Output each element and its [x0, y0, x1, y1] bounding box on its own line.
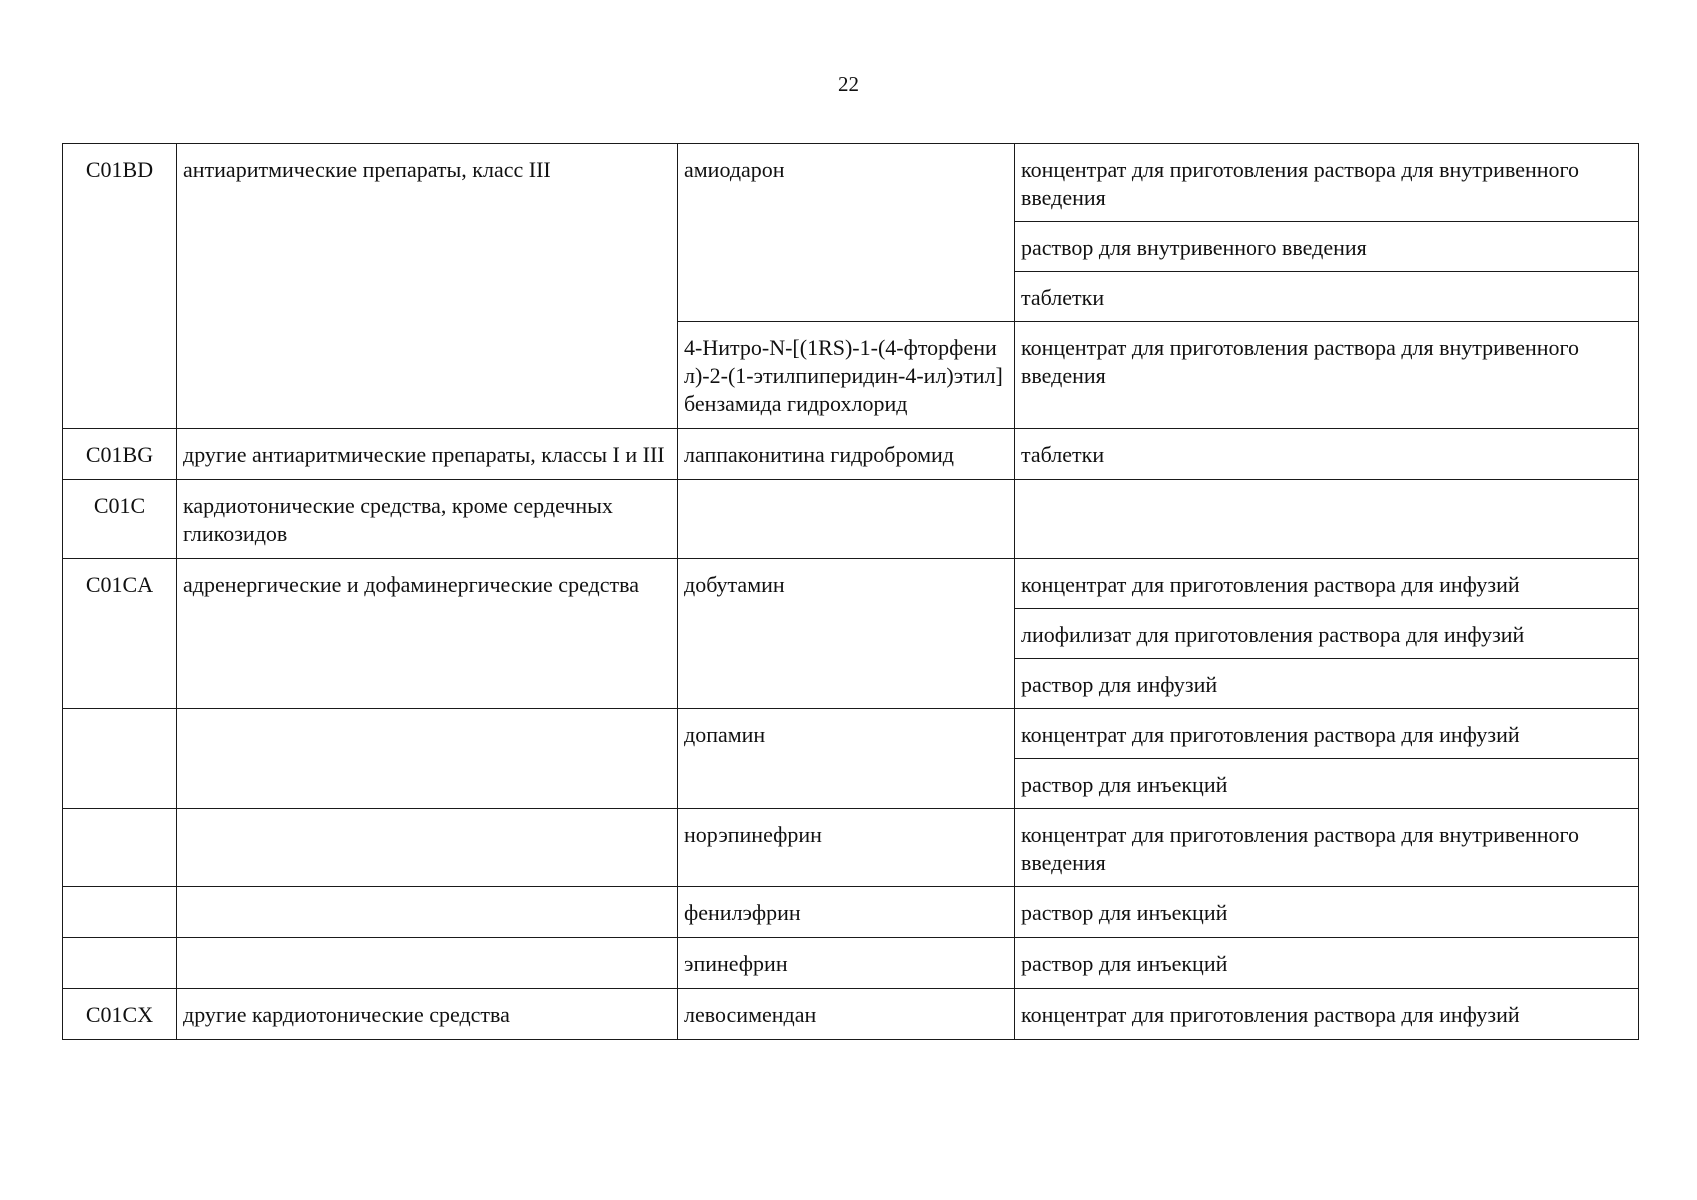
drug-name-cell: лаппаконитина гидробромид — [678, 429, 1015, 480]
page-number: 22 — [838, 72, 859, 96]
dosage-form-cell: раствор для инфузий — [1015, 659, 1639, 709]
atc-code-cell: C01CA — [63, 559, 177, 709]
dosage-form-cell: раствор для инъекций — [1015, 759, 1639, 809]
table-row — [63, 559, 1639, 609]
dosage-form-cell: концентрат для приготовления раствора для инфузий — [1015, 989, 1639, 1040]
dosage-form-cell: раствор для инъекций — [1015, 887, 1639, 938]
group-name-cell — [177, 887, 678, 938]
dosage-form-cell: раствор для инъекций — [1015, 938, 1639, 989]
drug-name-cell: 4-Нитро-N-[(1RS)-1-(4-фторфенил)-2-(1-этилпиперидин-4-ил)этил]бензамида гидрохлорид — [678, 322, 1015, 429]
table-row — [63, 480, 1639, 559]
drug-name-cell — [678, 480, 1015, 559]
drug-name-cell: эпинефрин — [678, 938, 1015, 989]
atc-code-cell — [63, 809, 177, 887]
drug-table — [62, 143, 1639, 1040]
group-name-cell: адренергические и дофаминергические средства — [177, 559, 678, 709]
atc-code-cell — [63, 938, 177, 989]
group-name-cell: другие кардиотонические средства — [177, 989, 678, 1040]
dosage-form-cell: концентрат для приготовления раствора для внутривенного введения — [1015, 144, 1639, 222]
drug-name-cell: допамин — [678, 709, 1015, 809]
group-name-cell: другие антиаритмические препараты, классы I и III — [177, 429, 678, 480]
group-name-cell — [177, 938, 678, 989]
dosage-form-cell: лиофилизат для приготовления раствора для инфузий — [1015, 609, 1639, 659]
drug-name-cell: левосимендан — [678, 989, 1015, 1040]
table-row — [63, 809, 1639, 887]
drug-name-cell: добутамин — [678, 559, 1015, 709]
group-name-cell: кардиотонические средства, кроме сердечных гликозидов — [177, 480, 678, 559]
dosage-form-cell: таблетки — [1015, 429, 1639, 480]
group-name-cell: антиаритмические препараты, класс III — [177, 144, 678, 429]
atc-code-cell — [63, 709, 177, 809]
table-row — [63, 429, 1639, 480]
dosage-form-cell: раствор для внутривенного введения — [1015, 222, 1639, 272]
atc-code-cell: C01BG — [63, 429, 177, 480]
table-row — [63, 709, 1639, 759]
dosage-form-cell — [1015, 480, 1639, 559]
atc-code-cell — [63, 887, 177, 938]
atc-code-cell: C01CX — [63, 989, 177, 1040]
drug-name-cell: фенилэфрин — [678, 887, 1015, 938]
drug-name-cell: норэпинефрин — [678, 809, 1015, 887]
dosage-form-cell: концентрат для приготовления раствора для инфузий — [1015, 709, 1639, 759]
table-row — [63, 887, 1639, 938]
atc-code-cell: C01BD — [63, 144, 177, 429]
table-row — [63, 144, 1639, 222]
table-row — [63, 989, 1639, 1040]
dosage-form-cell: концентрат для приготовления раствора для внутривенного введения — [1015, 322, 1639, 429]
atc-code-cell: C01C — [63, 480, 177, 559]
group-name-cell — [177, 809, 678, 887]
dosage-form-cell: концентрат для приготовления раствора для инфузий — [1015, 559, 1639, 609]
group-name-cell — [177, 709, 678, 809]
table-row — [63, 938, 1639, 989]
drug-name-cell: амиодарон — [678, 144, 1015, 322]
dosage-form-cell: таблетки — [1015, 272, 1639, 322]
dosage-form-cell: концентрат для приготовления раствора для внутривенного введения — [1015, 809, 1639, 887]
